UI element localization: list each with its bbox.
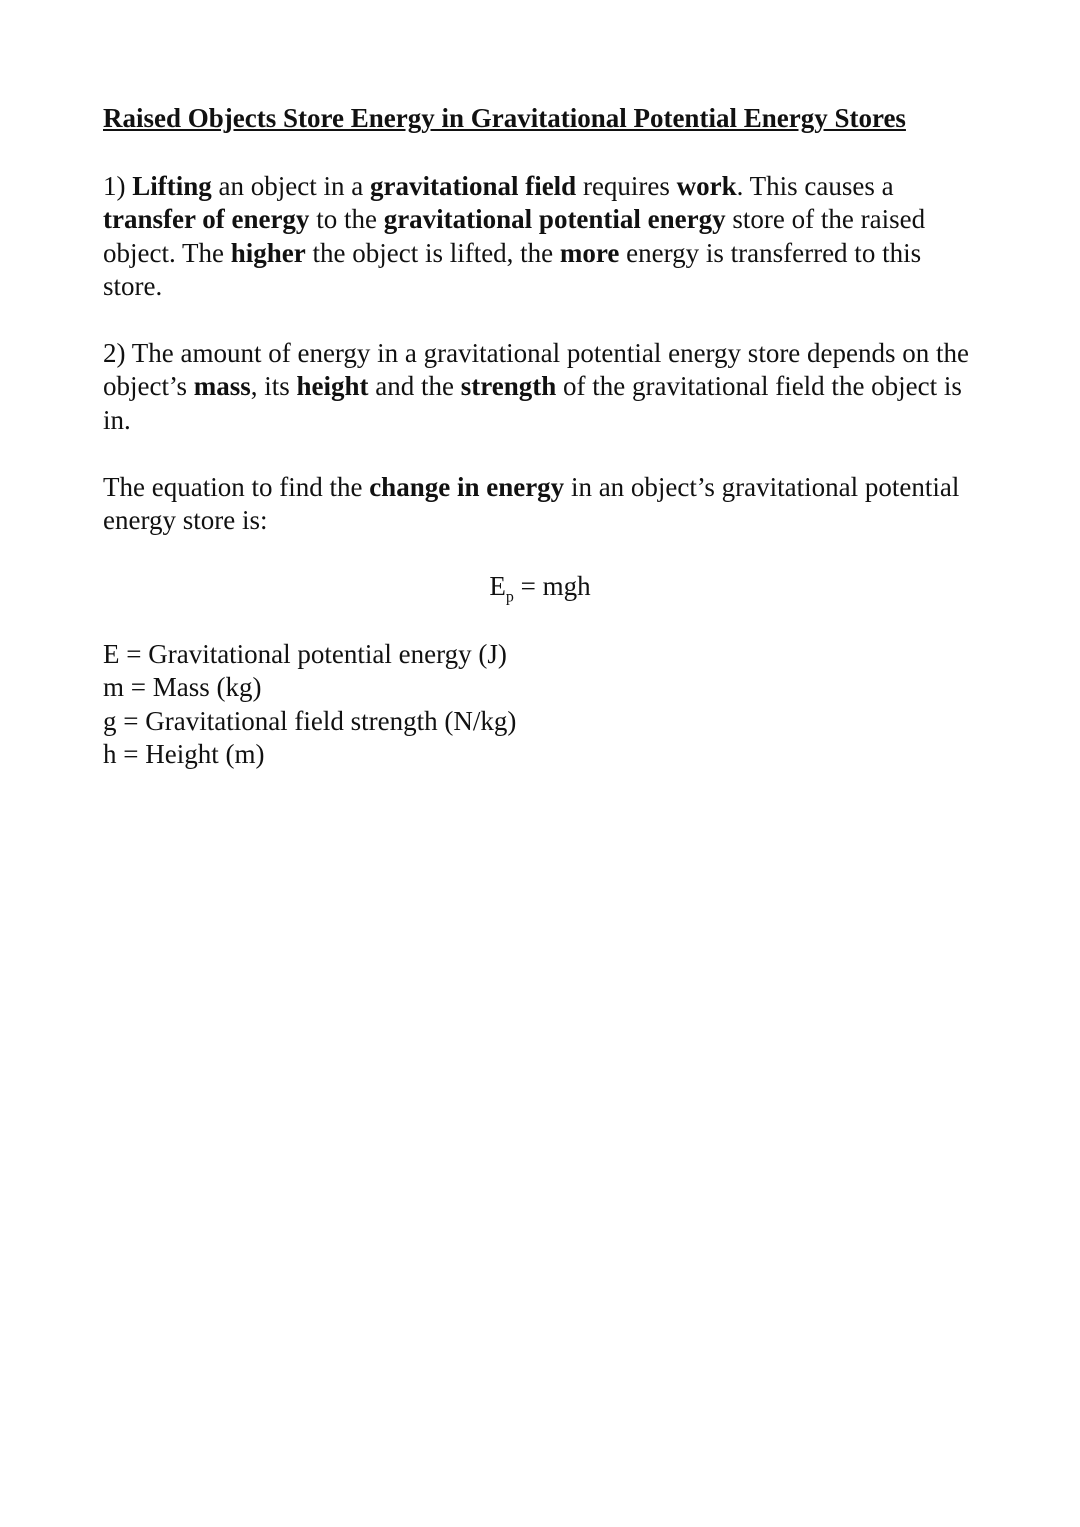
equation [0, 571, 1080, 606]
page-title: Raised Objects Store Energy in Gravitational Potential Energy Stores [103, 103, 906, 133]
text: energy is transferred to this store. [103, 237, 922, 302]
paragraph-1 [103, 170, 973, 304]
equation-rhs: = mgh [513, 571, 591, 601]
bold-text: work [676, 171, 737, 201]
bold-text: gravitational potential energy [383, 204, 726, 235]
text: The equation to find the [103, 472, 370, 502]
paragraph-2 [103, 337, 973, 437]
text: 1) [103, 171, 133, 201]
text: the object is lifted, the [305, 237, 560, 268]
variable-definition: E = Gravitational potential energy (J) [103, 639, 507, 669]
bold-text: mass [193, 371, 251, 402]
equation-subscript: p [505, 588, 514, 606]
paragraph-3 [103, 471, 973, 538]
text: to the [309, 204, 384, 235]
text: in an object’s gravitational potential energy store is: [103, 472, 960, 536]
variable-definition: m = Mass (kg) [103, 672, 262, 703]
bold-text: higher [230, 237, 306, 268]
text: . This causes a [736, 171, 894, 201]
text: an object in a [211, 171, 370, 201]
variable-definition: h = Height (m) [103, 739, 265, 770]
text: , its [250, 371, 297, 402]
text: and the [368, 371, 461, 402]
variable-list [103, 638, 516, 772]
bold-text: gravitational field [369, 171, 577, 201]
bold-text: height [296, 371, 369, 402]
text: of the gravitational field the object is in. [103, 371, 962, 435]
variable-definition: g = Gravitational field strength (N/kg) [103, 705, 517, 736]
bold-text: strength [460, 371, 557, 402]
bold-text: Lifting [132, 171, 212, 201]
bold-text: change in energy [369, 472, 565, 502]
text: 2) The amount of energy in a gravitational potential energy store depends on the object’s [103, 338, 970, 402]
bold-text: transfer of energy [103, 204, 310, 235]
text: store of the raised object. The [103, 204, 926, 268]
text: requires [576, 171, 677, 201]
equation-lhs: E [489, 571, 506, 601]
bold-text: more [559, 237, 620, 268]
